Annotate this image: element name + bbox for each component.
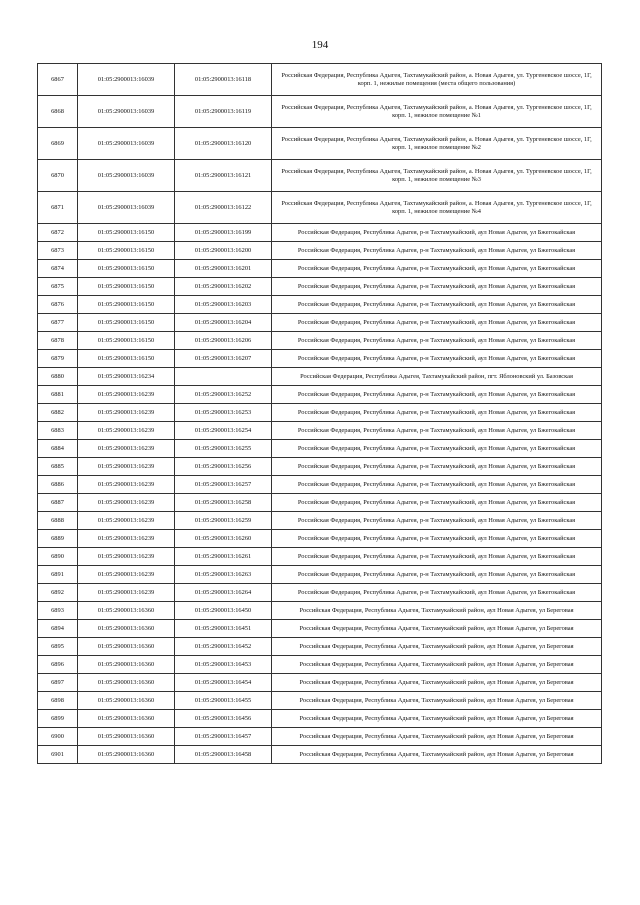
row-number-cell: 6872 (38, 224, 78, 242)
parent-cadastral-number-cell: 01:05:2900013:16360 (78, 656, 175, 674)
cadastral-number-cell: 01:05:2900013:16200 (175, 242, 272, 260)
address-cell: Российская Федерация, Республика Адыгея, Тахтамукайский район, аул Новая Адыгея, ул Береговая (272, 656, 602, 674)
row-number-cell: 6884 (38, 440, 78, 458)
row-number-cell: 6891 (38, 566, 78, 584)
cadastral-number-cell: 01:05:2900013:16207 (175, 350, 272, 368)
parent-cadastral-number-cell: 01:05:2900013:16239 (78, 494, 175, 512)
cadastral-number-cell: 01:05:2900013:16202 (175, 278, 272, 296)
address-cell: Российская Федерация, Республика Адыгея, р-н Тахтамукайский, аул Новая Адыгея, ул Бжегокайская (272, 350, 602, 368)
parent-cadastral-number-cell: 01:05:2900013:16150 (78, 278, 175, 296)
parent-cadastral-number-cell: 01:05:2900013:16360 (78, 692, 175, 710)
address-cell: Российская Федерация, Республика Адыгея, р-н Тахтамукайский, аул Новая Адыгея, ул Бжегокайская (272, 494, 602, 512)
table-row (38, 440, 602, 458)
table-row (38, 350, 602, 368)
table-row (38, 458, 602, 476)
row-number-cell: 6896 (38, 656, 78, 674)
table-row (38, 192, 602, 224)
address-cell: Российская Федерация, Республика Адыгея, р-н Тахтамукайский, аул Новая Адыгея, ул Бжегокайская (272, 332, 602, 350)
parent-cadastral-number-cell: 01:05:2900013:16239 (78, 566, 175, 584)
cadastral-number-cell: 01:05:2900013:16121 (175, 160, 272, 192)
address-cell: Российская Федерация, Республика Адыгея, р-н Тахтамукайский, аул Новая Адыгея, ул Бжегокайская (272, 584, 602, 602)
table-row (38, 710, 602, 728)
table-row (38, 386, 602, 404)
address-cell: Российская Федерация, Республика Адыгея, Тахтамукайский район, аул Новая Адыгея, ул Береговая (272, 746, 602, 764)
address-cell: Российская Федерация, Республика Адыгея, р-н Тахтамукайский, аул Новая Адыгея, ул Бжегокайская (272, 530, 602, 548)
cadastral-number-cell: 01:05:2900013:16458 (175, 746, 272, 764)
table-row (38, 728, 602, 746)
address-cell: Российская Федерация, Республика Адыгея, р-н Тахтамукайский, аул Новая Адыгея, ул Бжегокайская (272, 224, 602, 242)
address-cell: Российская Федерация, Республика Адыгея, р-н Тахтамукайский, аул Новая Адыгея, ул Бжегокайская (272, 260, 602, 278)
row-number-cell: 6883 (38, 422, 78, 440)
address-cell: Российская Федерация, Республика Адыгея, Тахтамукайский район, аул Новая Адыгея, ул Береговая (272, 710, 602, 728)
parent-cadastral-number-cell: 01:05:2900013:16150 (78, 332, 175, 350)
cadastral-number-cell: 01:05:2900013:16454 (175, 674, 272, 692)
cadastral-number-cell: 01:05:2900013:16456 (175, 710, 272, 728)
cadastral-number-cell: 01:05:2900013:16199 (175, 224, 272, 242)
row-number-cell: 6893 (38, 602, 78, 620)
parent-cadastral-number-cell: 01:05:2900013:16239 (78, 386, 175, 404)
row-number-cell: 6887 (38, 494, 78, 512)
table-row (38, 692, 602, 710)
table-row (38, 260, 602, 278)
address-cell: Российская Федерация, Республика Адыгея, р-н Тахтамукайский, аул Новая Адыгея, ул Бжегокайская (272, 404, 602, 422)
parent-cadastral-number-cell: 01:05:2900013:16360 (78, 638, 175, 656)
table-row (38, 314, 602, 332)
parent-cadastral-number-cell: 01:05:2900013:16239 (78, 404, 175, 422)
parent-cadastral-number-cell: 01:05:2900013:16239 (78, 548, 175, 566)
property-registry-table (37, 63, 602, 764)
row-number-cell: 6879 (38, 350, 78, 368)
parent-cadastral-number-cell: 01:05:2900013:16039 (78, 192, 175, 224)
parent-cadastral-number-cell: 01:05:2900013:16239 (78, 458, 175, 476)
row-number-cell: 6897 (38, 674, 78, 692)
table-row (38, 530, 602, 548)
parent-cadastral-number-cell: 01:05:2900013:16239 (78, 512, 175, 530)
cadastral-number-cell: 01:05:2900013:16260 (175, 530, 272, 548)
row-number-cell: 6885 (38, 458, 78, 476)
row-number-cell: 6870 (38, 160, 78, 192)
address-cell: Российская Федерация, Республика Адыгея, р-н Тахтамукайский, аул Новая Адыгея, ул Бжегокайская (272, 440, 602, 458)
cadastral-number-cell: 01:05:2900013:16451 (175, 620, 272, 638)
address-cell: Российская Федерация, Республика Адыгея, Тахтамукайский район, аул Новая Адыгея, ул Береговая (272, 728, 602, 746)
row-number-cell: 6876 (38, 296, 78, 314)
parent-cadastral-number-cell: 01:05:2900013:16360 (78, 674, 175, 692)
cadastral-number-cell: 01:05:2900013:16201 (175, 260, 272, 278)
address-cell: Российская Федерация, Республика Адыгея, р-н Тахтамукайский, аул Новая Адыгея, ул Бжегокайская (272, 566, 602, 584)
parent-cadastral-number-cell: 01:05:2900013:16360 (78, 710, 175, 728)
row-number-cell: 6868 (38, 96, 78, 128)
address-cell: Российская Федерация, Республика Адыгея, Тахтамукайский район, аул Новая Адыгея, ул Береговая (272, 638, 602, 656)
parent-cadastral-number-cell: 01:05:2900013:16150 (78, 350, 175, 368)
table-row (38, 656, 602, 674)
parent-cadastral-number-cell: 01:05:2900013:16039 (78, 96, 175, 128)
address-cell: Российская Федерация, Республика Адыгея, р-н Тахтамукайский, аул Новая Адыгея, ул Бжегокайская (272, 386, 602, 404)
cadastral-number-cell: 01:05:2900013:16252 (175, 386, 272, 404)
address-cell: Российская Федерация, Республика Адыгея, Тахтамукайский район, аул Новая Адыгея, ул Береговая (272, 602, 602, 620)
address-cell: Российская Федерация, Республика Адыгея, Тахтамукайский район, аул Новая Адыгея, ул Береговая (272, 620, 602, 638)
cadastral-number-cell: 01:05:2900013:16261 (175, 548, 272, 566)
cadastral-number-cell: 01:05:2900013:16264 (175, 584, 272, 602)
cadastral-number-cell: 01:05:2900013:16255 (175, 440, 272, 458)
address-cell: Российская Федерация, Республика Адыгея, Тахтамукайский район, а. Новая Адыгея, ул. Тургеневское шоссе, 1Г, корп. 1, нежилое помещение №1 (272, 96, 602, 128)
cadastral-number-cell: 01:05:2900013:16253 (175, 404, 272, 422)
cadastral-number-cell: 01:05:2900013:16118 (175, 64, 272, 96)
address-cell: Российская Федерация, Республика Адыгея, р-н Тахтамукайский, аул Новая Адыгея, ул Бжегокайская (272, 422, 602, 440)
table-row (38, 278, 602, 296)
parent-cadastral-number-cell: 01:05:2900013:16150 (78, 296, 175, 314)
cadastral-number-cell: 01:05:2900013:16452 (175, 638, 272, 656)
cadastral-number-cell: 01:05:2900013:16254 (175, 422, 272, 440)
parent-cadastral-number-cell: 01:05:2900013:16360 (78, 620, 175, 638)
registry-table-body (38, 64, 602, 764)
address-cell: Российская Федерация, Республика Адыгея, р-н Тахтамукайский, аул Новая Адыгея, ул Бжегокайская (272, 278, 602, 296)
address-cell: Российская Федерация, Республика Адыгея, р-н Тахтамукайский, аул Новая Адыгея, ул Бжегокайская (272, 242, 602, 260)
cadastral-number-cell: 01:05:2900013:16259 (175, 512, 272, 530)
row-number-cell: 6890 (38, 548, 78, 566)
address-cell: Российская Федерация, Республика Адыгея, р-н Тахтамукайский, аул Новая Адыгея, ул Бжегокайская (272, 512, 602, 530)
address-cell: Российская Федерация, Республика Адыгея, р-н Тахтамукайский, аул Новая Адыгея, ул Бжегокайская (272, 314, 602, 332)
cadastral-number-cell: 01:05:2900013:16203 (175, 296, 272, 314)
table-row (38, 96, 602, 128)
table-row (38, 368, 602, 386)
table-row (38, 422, 602, 440)
cadastral-number-cell: 01:05:2900013:16455 (175, 692, 272, 710)
address-cell: Российская Федерация, Республика Адыгея, Тахтамукайский район, а. Новая Адыгея, ул. Тургеневское шоссе, 1Г, корп. 1, нежилое помещение №3 (272, 160, 602, 192)
parent-cadastral-number-cell: 01:05:2900013:16239 (78, 422, 175, 440)
parent-cadastral-number-cell: 01:05:2900013:16239 (78, 440, 175, 458)
row-number-cell: 6875 (38, 278, 78, 296)
row-number-cell: 6889 (38, 530, 78, 548)
parent-cadastral-number-cell: 01:05:2900013:16360 (78, 746, 175, 764)
parent-cadastral-number-cell: 01:05:2900013:16039 (78, 160, 175, 192)
parent-cadastral-number-cell: 01:05:2900013:16039 (78, 64, 175, 96)
row-number-cell: 6873 (38, 242, 78, 260)
table-row (38, 128, 602, 160)
cadastral-number-cell: 01:05:2900013:16453 (175, 656, 272, 674)
parent-cadastral-number-cell: 01:05:2900013:16150 (78, 242, 175, 260)
row-number-cell: 6895 (38, 638, 78, 656)
row-number-cell: 6888 (38, 512, 78, 530)
parent-cadastral-number-cell: 01:05:2900013:16234 (78, 368, 175, 386)
row-number-cell: 6898 (38, 692, 78, 710)
cadastral-number-cell: 01:05:2900013:16258 (175, 494, 272, 512)
row-number-cell: 6874 (38, 260, 78, 278)
row-number-cell: 6878 (38, 332, 78, 350)
parent-cadastral-number-cell: 01:05:2900013:16239 (78, 584, 175, 602)
parent-cadastral-number-cell: 01:05:2900013:16039 (78, 128, 175, 160)
table-row (38, 332, 602, 350)
cadastral-number-cell: 01:05:2900013:16206 (175, 332, 272, 350)
cadastral-number-cell: 01:05:2900013:16457 (175, 728, 272, 746)
parent-cadastral-number-cell: 01:05:2900013:16360 (78, 602, 175, 620)
address-cell: Российская Федерация, Республика Адыгея, р-н Тахтамукайский, аул Новая Адыгея, ул Бжегокайская (272, 458, 602, 476)
row-number-cell: 6900 (38, 728, 78, 746)
table-row (38, 746, 602, 764)
cadastral-number-cell: 01:05:2900013:16256 (175, 458, 272, 476)
table-row (38, 242, 602, 260)
row-number-cell: 6881 (38, 386, 78, 404)
address-cell: Российская Федерация, Республика Адыгея, Тахтамукайский район, аул Новая Адыгея, ул Береговая (272, 692, 602, 710)
cadastral-number-cell: 01:05:2900013:16122 (175, 192, 272, 224)
row-number-cell: 6894 (38, 620, 78, 638)
cadastral-number-cell: 01:05:2900013:16263 (175, 566, 272, 584)
parent-cadastral-number-cell: 01:05:2900013:16239 (78, 530, 175, 548)
parent-cadastral-number-cell: 01:05:2900013:16150 (78, 314, 175, 332)
row-number-cell: 6901 (38, 746, 78, 764)
row-number-cell: 6877 (38, 314, 78, 332)
cadastral-number-cell (175, 368, 272, 386)
parent-cadastral-number-cell: 01:05:2900013:16360 (78, 728, 175, 746)
address-cell: Российская Федерация, Республика Адыгея, р-н Тахтамукайский, аул Новая Адыгея, ул Бжегокайская (272, 548, 602, 566)
address-cell: Российская Федерация, Республика Адыгея, р-н Тахтамукайский, аул Новая Адыгея, ул Бжегокайская (272, 476, 602, 494)
table-row (38, 566, 602, 584)
address-cell: Российская Федерация, Республика Адыгея, Тахтамукайский район, аул Новая Адыгея, ул Береговая (272, 674, 602, 692)
table-row (38, 584, 602, 602)
row-number-cell: 6899 (38, 710, 78, 728)
table-row (38, 494, 602, 512)
address-cell: Российская Федерация, Республика Адыгея, Тахтамукайский район, а. Новая Адыгея, ул. Тургеневское шоссе, 1Г, корп. 1, нежилые помещения (места общего пользования) (272, 64, 602, 96)
table-row (38, 160, 602, 192)
parent-cadastral-number-cell: 01:05:2900013:16239 (78, 476, 175, 494)
cadastral-number-cell: 01:05:2900013:16257 (175, 476, 272, 494)
row-number-cell: 6871 (38, 192, 78, 224)
table-row (38, 296, 602, 314)
table-row (38, 548, 602, 566)
table-row (38, 224, 602, 242)
page-number: 194 (311, 39, 329, 51)
table-row (38, 64, 602, 96)
address-cell: Российская Федерация, Республика Адыгея, Тахтамукайский район, а. Новая Адыгея, ул. Тургеневское шоссе, 1Г, корп. 1, нежилое помещение №2 (272, 128, 602, 160)
cadastral-number-cell: 01:05:2900013:16204 (175, 314, 272, 332)
table-row (38, 512, 602, 530)
row-number-cell: 6869 (38, 128, 78, 160)
table-row (38, 620, 602, 638)
cadastral-number-cell: 01:05:2900013:16450 (175, 602, 272, 620)
cadastral-number-cell: 01:05:2900013:16119 (175, 96, 272, 128)
parent-cadastral-number-cell: 01:05:2900013:16150 (78, 224, 175, 242)
table-row (38, 674, 602, 692)
table-row (38, 404, 602, 422)
row-number-cell: 6886 (38, 476, 78, 494)
table-row (38, 638, 602, 656)
address-cell: Российская Федерация, Республика Адыгея, Тахтамукайский район, пгт. Яблоновский ул. Базовская (272, 368, 602, 386)
row-number-cell: 6882 (38, 404, 78, 422)
table-row (38, 476, 602, 494)
parent-cadastral-number-cell: 01:05:2900013:16150 (78, 260, 175, 278)
row-number-cell: 6880 (38, 368, 78, 386)
address-cell: Российская Федерация, Республика Адыгея, Тахтамукайский район, а. Новая Адыгея, ул. Тургеневское шоссе, 1Г, корп. 1, нежилое помещение №4 (272, 192, 602, 224)
row-number-cell: 6867 (38, 64, 78, 96)
table-row (38, 602, 602, 620)
cadastral-number-cell: 01:05:2900013:16120 (175, 128, 272, 160)
row-number-cell: 6892 (38, 584, 78, 602)
address-cell: Российская Федерация, Республика Адыгея, р-н Тахтамукайский, аул Новая Адыгея, ул Бжегокайская (272, 296, 602, 314)
